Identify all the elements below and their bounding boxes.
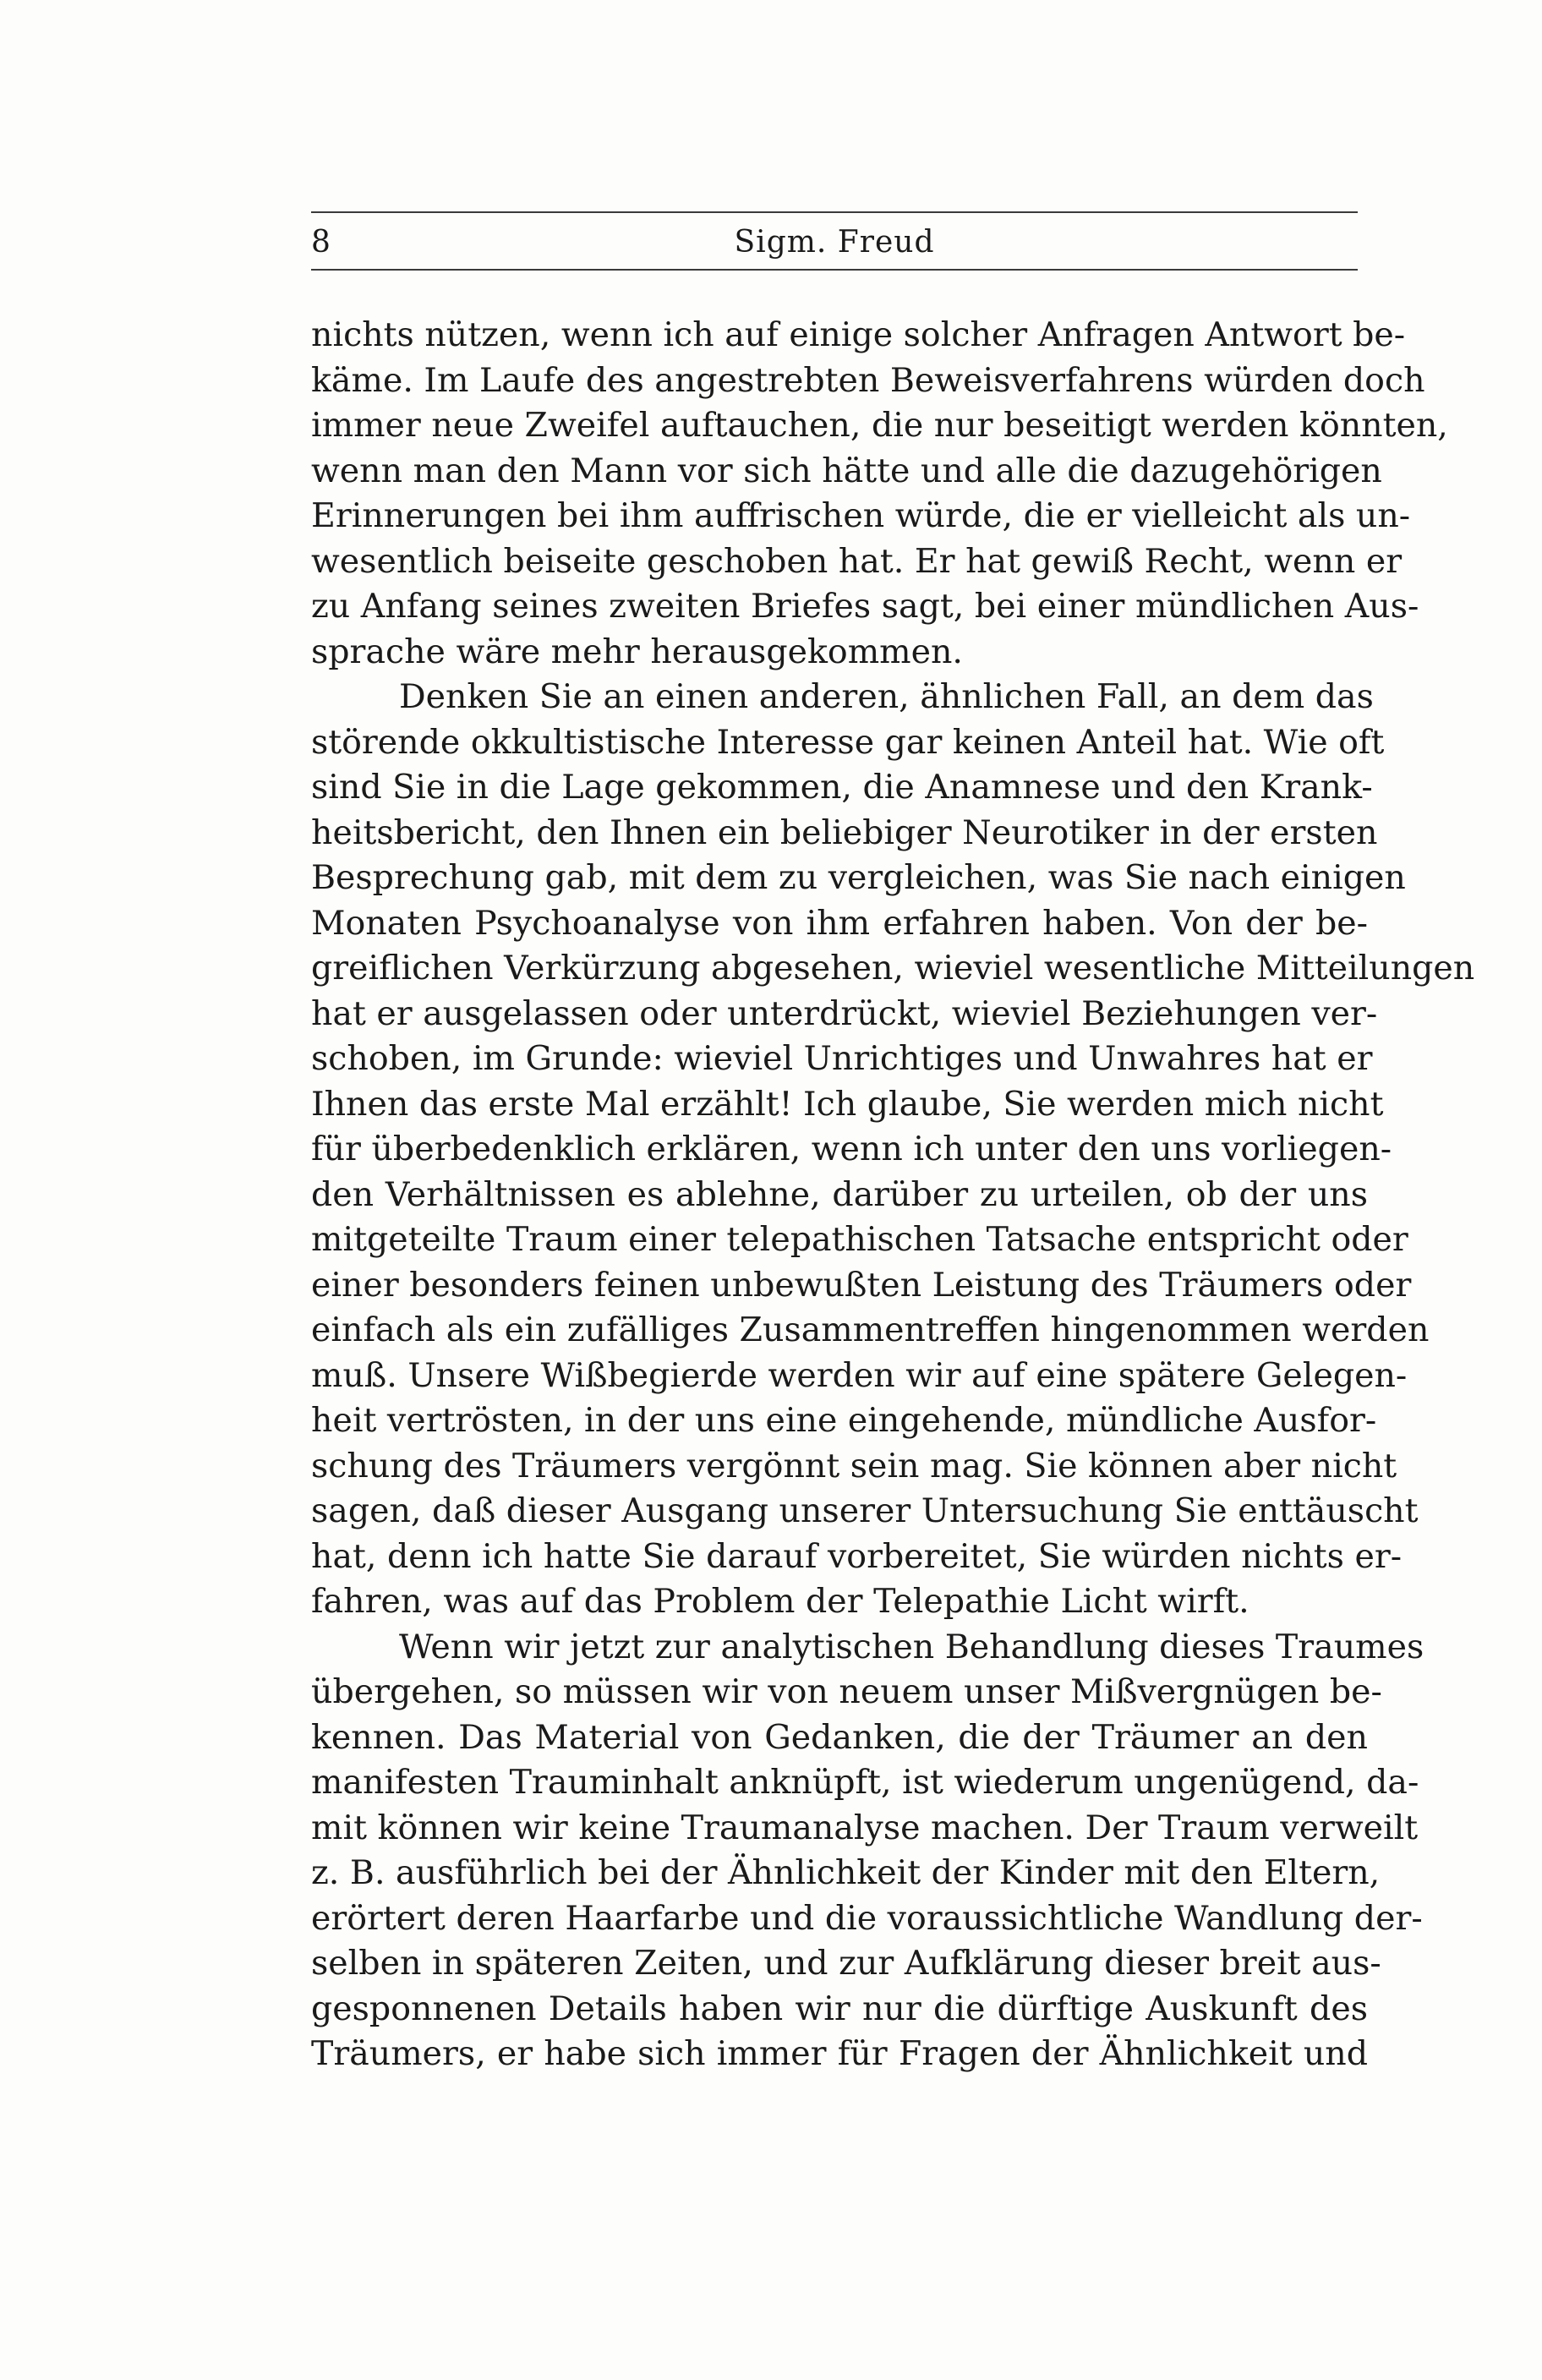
text-line: hat, denn ich hatte Sie darauf vorbereitet, Sie würden nichts er- bbox=[311, 1536, 1403, 1576]
text-line: z. B. ausführlich bei der Ähnlichkeit der Kinder mit den Eltern, bbox=[311, 1853, 1381, 1892]
header-rule-bottom bbox=[311, 269, 1358, 271]
text-line: selben in späteren Zeiten, und zur Aufklärung dieser breit aus- bbox=[311, 1944, 1381, 1983]
text-line: immer neue Zweifel auftauchen, die nur beseitigt werden könnten, bbox=[311, 406, 1448, 445]
text-line: übergehen, so müssen wir von neuem unser Mißvergnügen be- bbox=[311, 1672, 1382, 1711]
text-line: kennen. Das Material von Gedanken, die der Träumer an den bbox=[311, 1717, 1368, 1757]
text-line: Träumers, er habe sich immer für Fragen der Ähnlichkeit und bbox=[311, 2034, 1368, 2073]
text-line: schoben, im Grunde: wieviel Unrichtiges und Unwahres hat er bbox=[311, 1039, 1373, 1078]
text-line: Denken Sie an einen anderen, ähnlichen Fall, an dem das bbox=[399, 677, 1374, 716]
text-line: zu Anfang seines zweiten Briefes sagt, bei einer mündlichen Aus- bbox=[311, 587, 1419, 626]
text-line: wenn man den Mann vor sich hätte und alle die dazugehörigen bbox=[311, 451, 1382, 490]
text-line: einer besonders feinen unbewußten Leistung des Träumers oder bbox=[311, 1265, 1412, 1305]
text-line: wesentlich beiseite geschoben hat. Er hat gewiß Recht, wenn er bbox=[311, 541, 1403, 581]
text-line: sprache wäre mehr herausgekommen. bbox=[311, 632, 963, 671]
text-line: greiflichen Verkürzung abgesehen, wieviel wesentliche Mitteilungen bbox=[311, 949, 1475, 988]
text-line: den Verhältnissen es ablehne, darüber zu urteilen, ob der uns bbox=[311, 1174, 1368, 1214]
text-line: sind Sie in die Lage gekommen, die Anamnese und den Krank- bbox=[311, 768, 1373, 807]
body-text bbox=[311, 313, 1475, 2077]
text-line: Besprechung gab, mit dem zu vergleichen, was Sie nach einigen bbox=[311, 858, 1406, 897]
text-line: käme. Im Laufe des angestrebten Beweisverfahrens würden doch bbox=[311, 360, 1425, 400]
text-line: störende okkultistische Interesse gar keinen Anteil hat. Wie oft bbox=[311, 722, 1385, 762]
text-line: sagen, daß dieser Ausgang unserer Untersuchung Sie enttäuscht bbox=[311, 1491, 1419, 1530]
text-line: erörtert deren Haarfarbe und die voraussichtliche Wandlung der- bbox=[311, 1898, 1423, 1938]
text-line: Wenn wir jetzt zur analytischen Behandlung dieses Traumes bbox=[399, 1627, 1424, 1666]
text-line: Ihnen das erste Mal erzählt! Ich glaube, Sie werden mich nicht bbox=[311, 1084, 1384, 1124]
text-line: gesponnenen Details haben wir nur die dürftige Auskunft des bbox=[311, 1989, 1368, 2028]
text-line: einfach als ein zufälliges Zusammentreffen hingenommen werden bbox=[311, 1310, 1430, 1349]
text-line: heitsbericht, den Ihnen ein beliebiger Neurotiker in der ersten bbox=[311, 812, 1378, 852]
text-line: mit können wir keine Traumanalyse machen. Der Traum verweilt bbox=[311, 1808, 1419, 1847]
text-line: fahren, was auf das Problem der Telepathie Licht wirft. bbox=[311, 1582, 1249, 1621]
text-line: heit vertrösten, in der uns eine eingehende, mündliche Ausfor- bbox=[311, 1401, 1377, 1440]
text-line: hat er ausgelassen oder unterdrückt, wieviel Beziehungen ver- bbox=[311, 993, 1378, 1033]
text-line: mitgeteilte Traum einer telepathischen Tatsache entspricht oder bbox=[311, 1220, 1408, 1259]
text-line: Erinnerungen bei ihm auffrischen würde, die er vielleicht als un- bbox=[311, 496, 1411, 535]
text-line: muß. Unsere Wißbegierde werden wir auf eine spätere Gelegen- bbox=[311, 1355, 1408, 1395]
running-head bbox=[311, 222, 1358, 264]
page-number: 8 bbox=[311, 225, 331, 260]
text-line: manifesten Trauminhalt anknüpft, ist wiederum ungenügend, da- bbox=[311, 1763, 1419, 1802]
text-line: nichts nützen, wenn ich auf einige solcher Anfragen Antwort be- bbox=[311, 315, 1406, 354]
text-line: schung des Träumers vergönnt sein mag. Sie können aber nicht bbox=[311, 1446, 1397, 1485]
header-rule-top bbox=[311, 211, 1358, 213]
text-line: für überbedenklich erklären, wenn ich unter den uns vorliegen- bbox=[311, 1130, 1392, 1168]
text-line: Monaten Psychoanalyse von ihm erfahren haben. Von der be- bbox=[311, 903, 1368, 943]
running-title: Sigm. Freud bbox=[734, 225, 935, 260]
